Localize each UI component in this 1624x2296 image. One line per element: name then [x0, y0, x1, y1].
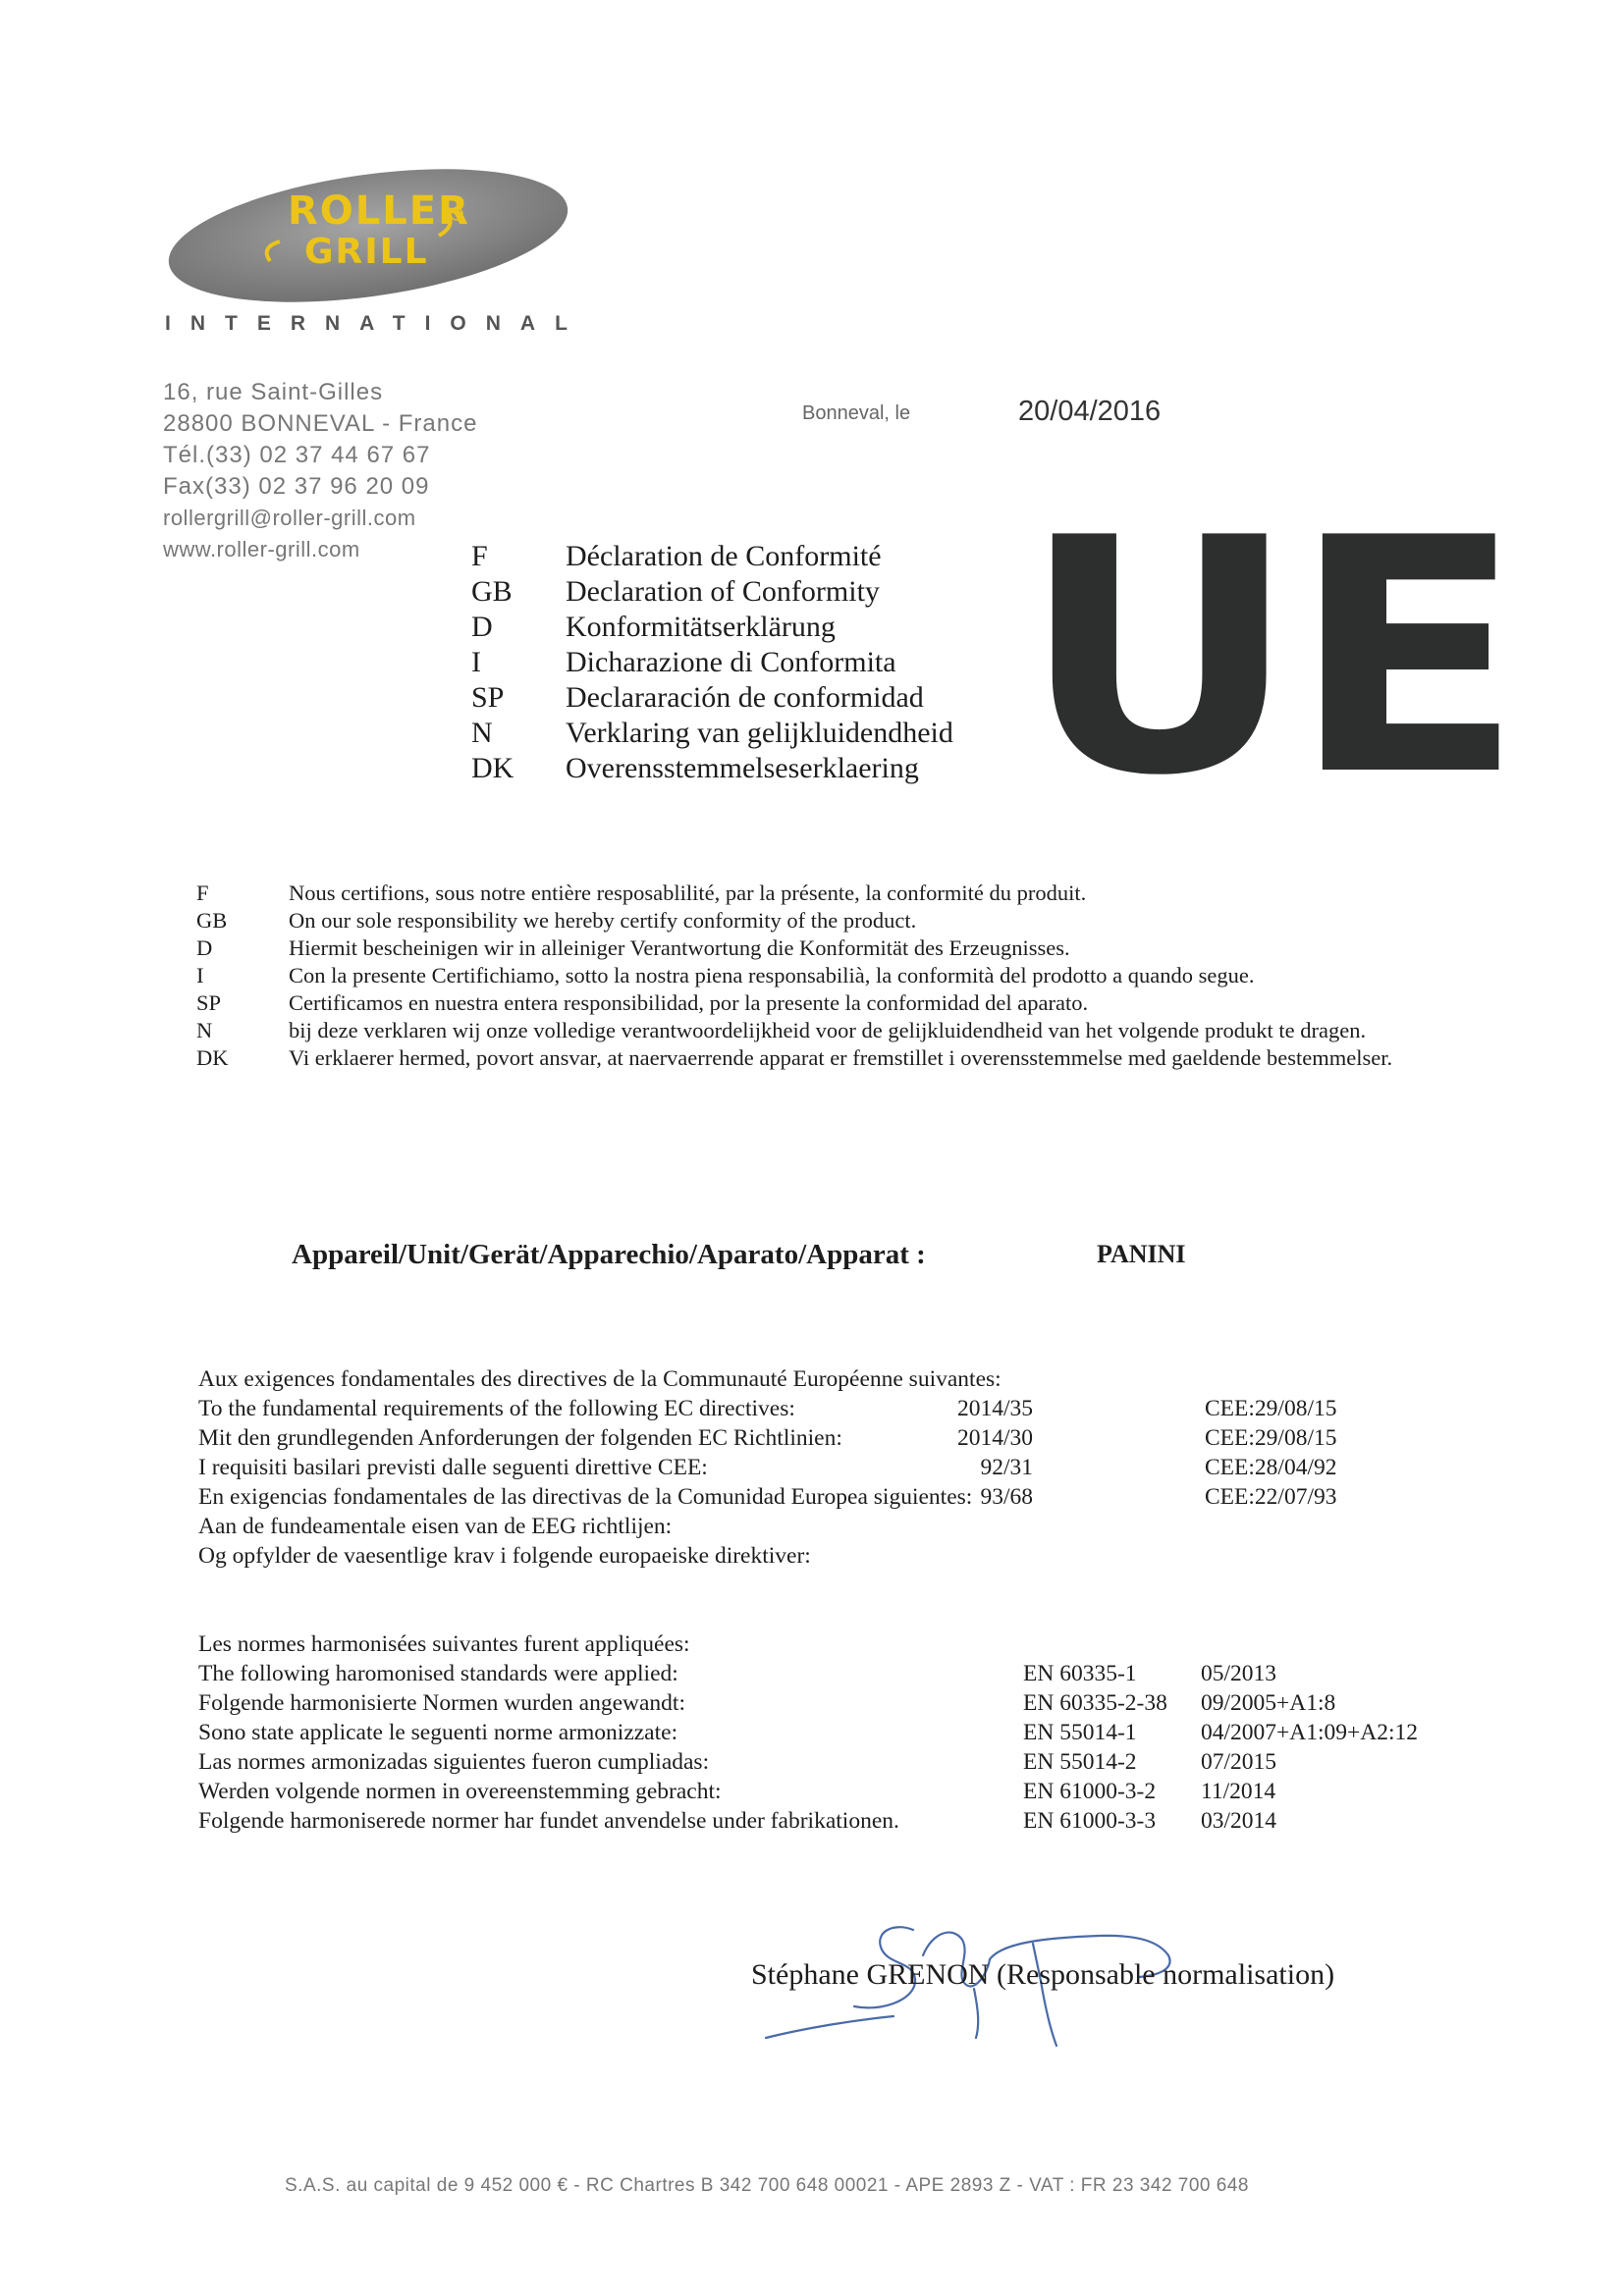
directive-number: 92/31 [980, 1455, 1033, 1480]
declaration-row [471, 539, 953, 574]
standard-row [198, 1659, 1475, 1688]
standard-name: EN 60335-2-38 [1023, 1690, 1167, 1716]
standard-date: 07/2015 [1201, 1749, 1277, 1775]
directives-section [198, 1364, 1455, 1571]
declaration-title: Konformitätserklärung [566, 611, 836, 643]
signer-name: Stéphane GRENON (Responsable normalisation) [751, 1958, 1335, 1991]
address-email: rollergrill@roller-grill.com [163, 506, 416, 530]
directive-text: To the fundamental requirements of the following EC directives: [198, 1396, 795, 1421]
directive-cee-date: CEE:28/04/92 [1205, 1455, 1337, 1480]
logo-subtitle: INTERNATIONAL [165, 312, 587, 335]
statement-row [196, 990, 1463, 1016]
company-address [163, 377, 516, 565]
standard-date: 03/2014 [1201, 1808, 1277, 1834]
standard-date: 11/2014 [1201, 1779, 1276, 1804]
appliance-label: Appareil/Unit/Gerät/Apparechio/Aparato/Apparat : [292, 1239, 926, 1270]
place-label: Bonneval, le [802, 402, 911, 424]
address-phone: Tél.(33) 02 37 44 67 67 [163, 442, 431, 468]
language-code: D [471, 611, 493, 643]
appliance-value: PANINI [1097, 1240, 1186, 1268]
declaration-title: Verklaring van gelijkluidendheid [566, 717, 953, 749]
language-code: F [196, 881, 209, 905]
directive-text: I requisiti basilari previsti dalle seguenti direttive CEE: [198, 1455, 708, 1480]
standard-name: EN 61000-3-3 [1023, 1808, 1157, 1834]
logo-line2: GRILL [304, 232, 429, 272]
directive-row [198, 1512, 1455, 1541]
declaration-title: Declaration of Conformity [566, 575, 880, 608]
statement-text: Hiermit bescheinigen wir in alleiniger Verantwortung die Konformität des Erzeugnisses. [289, 935, 1070, 960]
statement-text: Certificamos en nuestra entera responsibilidad, por la presente la conformidad del aparato. [289, 990, 1089, 1015]
declaration-title: Dicharazione di Conformita [566, 646, 896, 678]
standard-date: 09/2005+A1:8 [1201, 1690, 1336, 1716]
declaration-title: Declararación de conformidad [566, 681, 924, 714]
statement-row [196, 908, 1463, 934]
directive-row [198, 1423, 1455, 1453]
directive-text: En exigencias fondamentales de las directivas de la Comunidad Europea siguientes: [198, 1484, 973, 1510]
standard-text: Folgende harmoniserede normer har fundet anvendelse under fabrikationen. [198, 1808, 899, 1834]
language-code: GB [471, 575, 513, 608]
declaration-titles [471, 539, 953, 786]
company-footer: S.A.S. au capital de 9 452 000 € - RC Chartres B 342 700 648 00021 - APE 2893 Z - VAT : FR 23 342 700 648 [285, 2175, 1249, 2196]
standard-name: EN 61000-3-2 [1023, 1779, 1157, 1804]
address-web: www.roller-grill.com [163, 537, 360, 561]
address-street: 16, rue Saint-Gilles [163, 379, 384, 405]
standard-text: Werden volgende normen in overeenstemming gebracht: [198, 1779, 722, 1804]
directive-cee-date: CEE:29/08/15 [1205, 1396, 1337, 1421]
declaration-row [471, 751, 953, 786]
standard-row [198, 1718, 1475, 1747]
statement-row [196, 1045, 1463, 1071]
directive-row [198, 1541, 1455, 1571]
conformity-statements [196, 881, 1463, 1073]
logo-line1: ROLLER [288, 188, 470, 234]
directive-cee-date: CEE:29/08/15 [1205, 1425, 1337, 1451]
language-code: I [471, 646, 481, 678]
statement-text: Con la presente Certifichiamo, sotto la nostra piena responsabilià, la conformità del prodotto a quando segue. [289, 963, 1255, 988]
standard-name: EN 55014-2 [1023, 1749, 1137, 1775]
language-code: SP [196, 990, 222, 1015]
standard-text: The following haromonised standards were applied: [198, 1661, 678, 1686]
statement-row [196, 963, 1463, 988]
directive-row [198, 1453, 1455, 1482]
directive-number: 2014/30 [956, 1425, 1033, 1451]
language-code: GB [196, 908, 228, 933]
address-fax: Fax(33) 02 37 96 20 09 [163, 473, 430, 500]
standard-row [198, 1629, 1475, 1659]
statement-row [196, 1018, 1463, 1043]
directive-text: Aux exigences fondamentales des directives de la Communauté Européenne suivantes: [198, 1366, 1001, 1392]
statement-row [196, 935, 1463, 961]
standard-name: EN 55014-1 [1023, 1720, 1137, 1745]
standard-name: EN 60335-1 [1023, 1661, 1137, 1686]
directive-row [198, 1364, 1455, 1394]
language-code: I [196, 963, 204, 988]
standard-date: 04/2007+A1:09+A2:12 [1201, 1720, 1419, 1745]
statement-text: bij deze verklaren wij onze volledige verantwoordelijkheid voor de gelijkluidendheid van het volgende produkt te dragen. [289, 1018, 1367, 1042]
standard-text: Folgende harmonisierte Normen wurden angewandt: [198, 1690, 685, 1716]
declaration-row [471, 574, 953, 610]
declaration-row [471, 716, 953, 751]
language-code: SP [471, 681, 505, 714]
standard-row [198, 1806, 1475, 1836]
directive-cee-date: CEE:22/07/93 [1205, 1484, 1337, 1510]
ue-mark: UE [1021, 469, 1518, 846]
standard-row [198, 1777, 1475, 1806]
language-code: N [471, 717, 493, 749]
language-code: N [196, 1018, 213, 1042]
declaration-row [471, 610, 953, 645]
standard-row [198, 1688, 1475, 1718]
directive-text: Mit den grundlegenden Anforderungen der folgenden EC Richtlinien: [198, 1425, 842, 1451]
standard-date: 05/2013 [1201, 1661, 1277, 1686]
document-date: 20/04/2016 [1018, 396, 1162, 427]
declaration-row [471, 680, 953, 716]
directive-number: 2014/35 [956, 1396, 1033, 1421]
language-code: DK [471, 752, 514, 784]
standard-text: Las normes armonizadas siguientes fueron cumpliadas: [198, 1749, 710, 1775]
standards-section [198, 1629, 1475, 1836]
address-city: 28800 BONNEVAL - France [163, 410, 478, 437]
statement-text: Nous certifions, sous notre entière resposablilité, par la présente, la conformité du produit. [289, 881, 1087, 905]
standard-text: Les normes harmonisées suivantes furent appliquées: [198, 1631, 690, 1657]
directive-text: Aan de fundeamentale eisen van de EEG richtlijen: [198, 1514, 673, 1539]
directive-number: 93/68 [980, 1484, 1033, 1510]
language-code: D [196, 935, 213, 960]
standard-row [198, 1747, 1475, 1777]
declaration-row [471, 645, 953, 680]
roller-grill-logo [162, 157, 579, 309]
statement-text: On our sole responsibility we hereby certify conformity of the product. [289, 908, 917, 933]
statement-text: Vi erklaerer hermed, povort ansvar, at naervaerrende apparat er fremstillet i overensstemmelse med gaeldende bestemmelser. [289, 1045, 1393, 1070]
directive-text: Og opfylder de vaesentlige krav i folgende europaeiske direktiver: [198, 1543, 811, 1569]
statement-row [196, 881, 1463, 906]
standard-text: Sono state applicate le seguenti norme armonizzate: [198, 1720, 678, 1745]
language-code: F [471, 540, 488, 572]
declaration-title: Déclaration de Conformité [566, 540, 882, 572]
declaration-title: Overensstemmelseserklaering [566, 752, 919, 784]
directive-row [198, 1482, 1455, 1512]
language-code: DK [196, 1045, 229, 1070]
directive-row [198, 1394, 1455, 1423]
